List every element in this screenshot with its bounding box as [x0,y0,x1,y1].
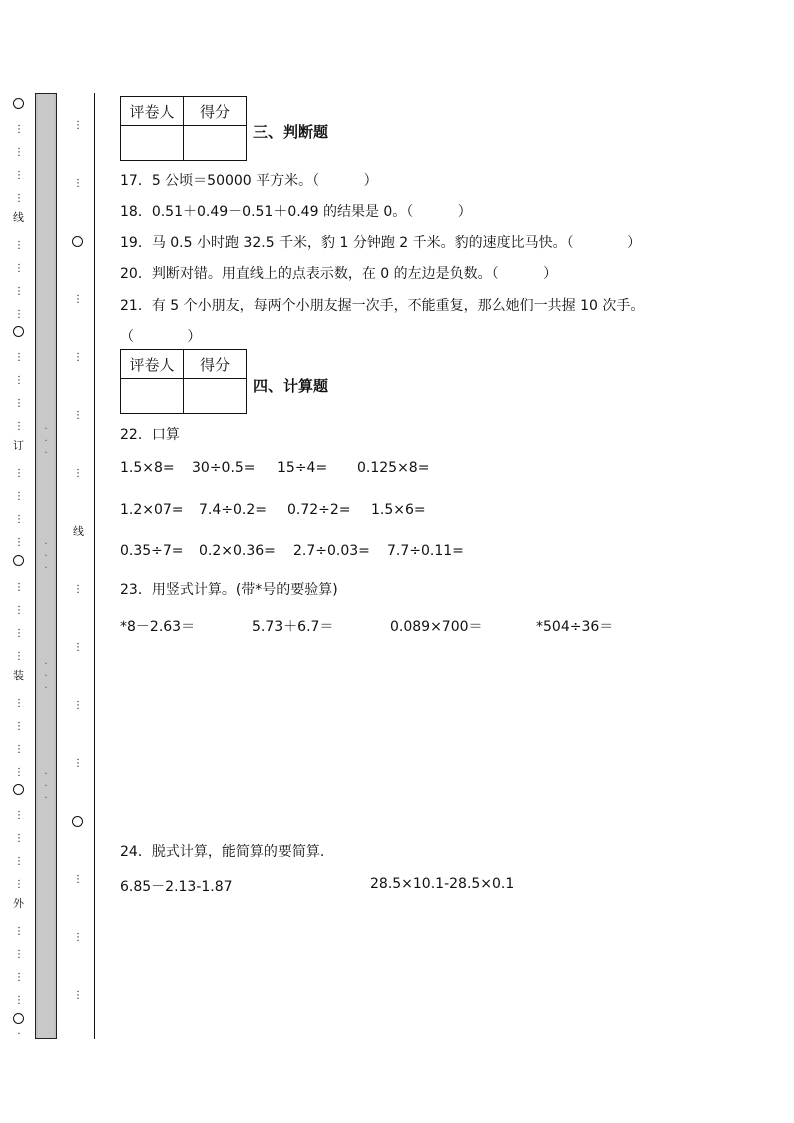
dotted-cut-line: ⋮ [73,352,83,363]
dotted-cut-line: ⋮ ⋮ ⋮ ⋮ [14,124,24,204]
score-cell[interactable] [184,379,247,414]
grader-cell[interactable] [121,379,184,414]
mental-math-item: 0.72÷2= [287,502,351,518]
vertical-calc-item: *8－2.63＝ [120,619,196,635]
step-calc-item: 6.85－2.13-1.87 [120,879,233,895]
mental-math-item: 7.4÷0.2= [199,502,267,518]
mental-math-item: 0.2×0.36= [199,543,276,559]
question-17: 17．5 公顷＝50000 平方米。（ ） [120,173,378,189]
dotted-cut-line: ⋮ [73,584,83,595]
binding-hole-mark [72,816,83,827]
grader-score-table [120,96,247,161]
binding-strip: · · · · · · · · · · · · [35,93,57,1039]
dotted-cut-line: ⋮ [73,874,83,885]
binding-hole-mark [13,1013,24,1024]
question-21-answer-blank[interactable]: （ ） [120,329,202,345]
dotted-cut-line: ⋮ ⋮ ⋮ ⋮ [14,698,24,778]
dotted-cut-line: ⋮ [73,990,83,1001]
mental-math-item: 1.2×07= [120,502,184,518]
question-21: 21．有 5 个小朋友，每两个小朋友握一次手，不能重复，那么她们一共握 10 次手。 [120,298,645,314]
mental-math-item: 0.35÷7= [120,543,184,559]
margin-label-outside: 外 [13,897,24,910]
mental-math-item: 30÷0.5= [192,460,256,476]
dotted-cut-line: ⋮ [73,932,83,943]
dotted-cut-line: ⋮ ⋮ ⋮ ⋮ [14,926,24,1006]
score-header: 得分 [184,350,247,379]
mental-math-item: 15÷4= [277,460,328,476]
grader-header: 评卷人 [121,97,184,126]
margin-label-order: 订 [13,439,24,452]
binding-hole-mark [13,784,24,795]
grader-cell[interactable] [121,126,184,161]
question-19: 19．马 0.5 小时跑 32.5 千米，豹 1 分钟跑 2 千米。豹的速度比马快。（ ） [120,235,642,251]
score-header: 得分 [184,97,247,126]
dotted-cut-line: ⋮ [73,178,83,189]
margin-divider-line [94,93,95,1039]
mental-math-item: 1.5×8= [120,460,175,476]
dotted-cut-line: ⋮ [73,294,83,305]
binding-hole-mark [13,326,24,337]
section-title-calculation: 四、计算题 [253,377,329,395]
vertical-calc-item: 0.089×700＝ [390,619,483,635]
inner-margin-label-line: 线 [73,525,84,538]
dotted-cut-line: ⋮ ⋮ ⋮ ⋮ [14,582,24,662]
mental-math-item: 0.125×8= [357,460,430,476]
mental-math-item: 2.7÷0.03= [293,543,370,559]
mental-math-item: 7.7÷0.11= [387,543,464,559]
dotted-cut-line: ⋮ [73,758,83,769]
dotted-cut-line: ⋮ ⋮ ⋮ ⋮ [14,352,24,432]
dotted-cut-line: ⋮ [73,410,83,421]
score-cell[interactable] [184,126,247,161]
grader-score-table [120,349,247,414]
question-23-title: 23．用竖式计算。(带*号的要验算) [120,582,338,598]
question-20: 20．判断对错。用直线上的点表示数，在 0 的左边是负数。（ ） [120,266,558,282]
margin-label-bind: 装 [13,669,24,682]
dotted-cut-line: ⋮ ⋮ ⋮ ⋮ [14,810,24,890]
mental-math-item: 1.5×6= [371,502,426,518]
question-24-title: 24．脱式计算，能简算的要简算. [120,844,325,860]
question-18: 18．0.51＋0.49－0.51＋0.49 的结果是 0。（ ） [120,204,472,220]
section-title-true-false: 三、判断题 [253,123,329,141]
grader-header: 评卷人 [121,350,184,379]
dotted-cut-line: ⋮ ⋮ ⋮ ⋮ [14,240,24,320]
binding-hole-mark [13,555,24,566]
binding-hole-mark [13,98,24,109]
dotted-cut-line: ⋮ [73,700,83,711]
vertical-calc-item: 5.73＋6.7＝ [252,619,334,635]
dotted-cut-line: ⋮ ⋮ ⋮ ⋮ [14,468,24,548]
dotted-cut-line: ⋮ [73,642,83,653]
margin-label-line: 线 [13,211,24,224]
binding-hole-mark [72,236,83,247]
dotted-cut-line: ⋮ [73,468,83,479]
vertical-calc-item: *504÷36＝ [536,619,614,635]
step-calc-item: 28.5×10.1-28.5×0.1 [370,876,515,892]
dotted-cut-line: · [17,1029,21,1040]
question-22-title: 22．口算 [120,427,180,443]
dotted-cut-line: ⋮ [73,120,83,131]
